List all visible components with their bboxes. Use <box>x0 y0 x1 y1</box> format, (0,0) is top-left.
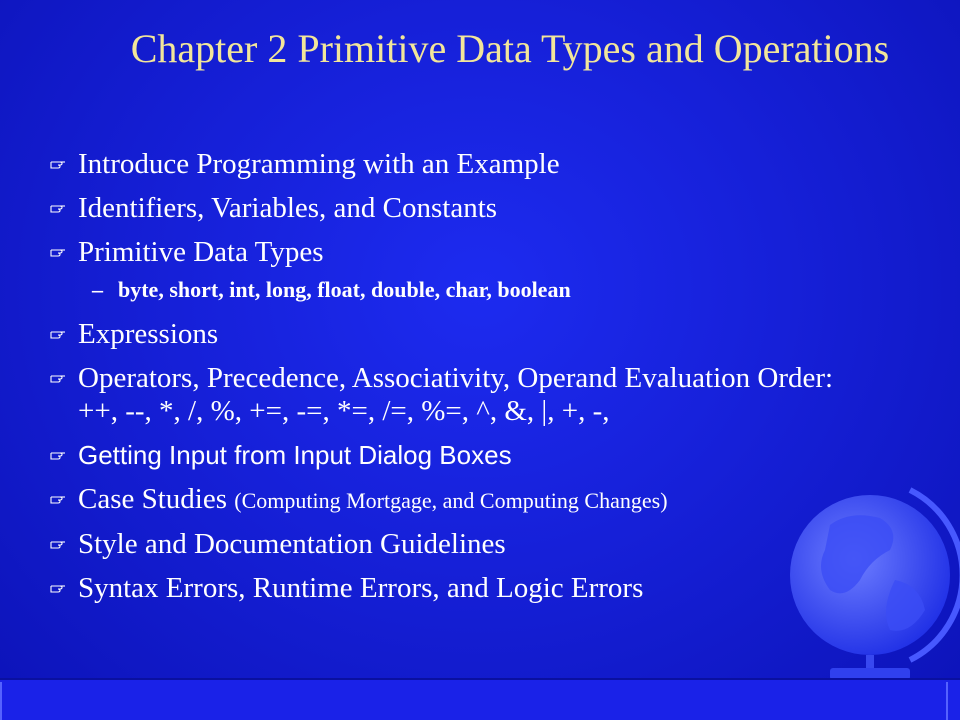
bullet-text: Operators, Precedence, Associativity, Operand Evaluation Order: ++, --, *, /, %, +=, -=, *=, /=, %=, ^, &, |, +, -, <box>78 362 834 427</box>
bullet-item <box>48 362 868 428</box>
bullet-item <box>48 148 868 181</box>
bullet-detail: (Computing Mortgage, and Computing Changes) <box>234 488 668 513</box>
footer-tick <box>946 682 948 720</box>
bullet-item <box>48 236 868 269</box>
pointing-hand-icon <box>50 372 66 384</box>
bullet-item <box>48 439 868 472</box>
bullet-text: Identifiers, Variables, and Constants <box>78 192 498 224</box>
pointing-hand-icon <box>50 449 66 461</box>
bullet-text: Expressions <box>78 318 219 350</box>
bullet-text: Primitive Data Types <box>78 236 324 268</box>
footer-divider <box>0 678 960 680</box>
pointing-hand-icon <box>50 202 66 214</box>
footer-bar <box>0 678 960 720</box>
pointing-hand-icon <box>50 158 66 170</box>
bullet-list <box>48 148 868 616</box>
bullet-text: Introduce Programming with an Example <box>78 148 560 180</box>
bullet-item <box>48 192 868 225</box>
footer-tick <box>0 682 2 720</box>
pointing-hand-icon <box>50 328 66 340</box>
bullet-item <box>48 528 868 561</box>
bullet-item <box>48 318 868 351</box>
bullet-item <box>48 483 868 517</box>
sub-bullet-text: byte, short, int, long, float, double, char, boolean <box>118 277 571 302</box>
bullet-item <box>48 572 868 605</box>
slide-title: Chapter 2 Primitive Data Types and Operations <box>130 26 890 71</box>
pointing-hand-icon <box>50 538 66 550</box>
pointing-hand-icon <box>50 246 66 258</box>
bullet-text: Case Studies <box>78 483 228 515</box>
bullet-text: Style and Documentation Guidelines <box>78 528 506 560</box>
bullet-text: Syntax Errors, Runtime Errors, and Logic Errors <box>78 572 644 604</box>
globe-icon <box>760 470 960 685</box>
sub-bullet-item <box>48 276 868 304</box>
bullet-text: Getting Input from Input Dialog Boxes <box>78 440 512 470</box>
sub-bullet-dash: – <box>92 277 103 302</box>
pointing-hand-icon <box>50 582 66 594</box>
pointing-hand-icon <box>50 493 66 505</box>
